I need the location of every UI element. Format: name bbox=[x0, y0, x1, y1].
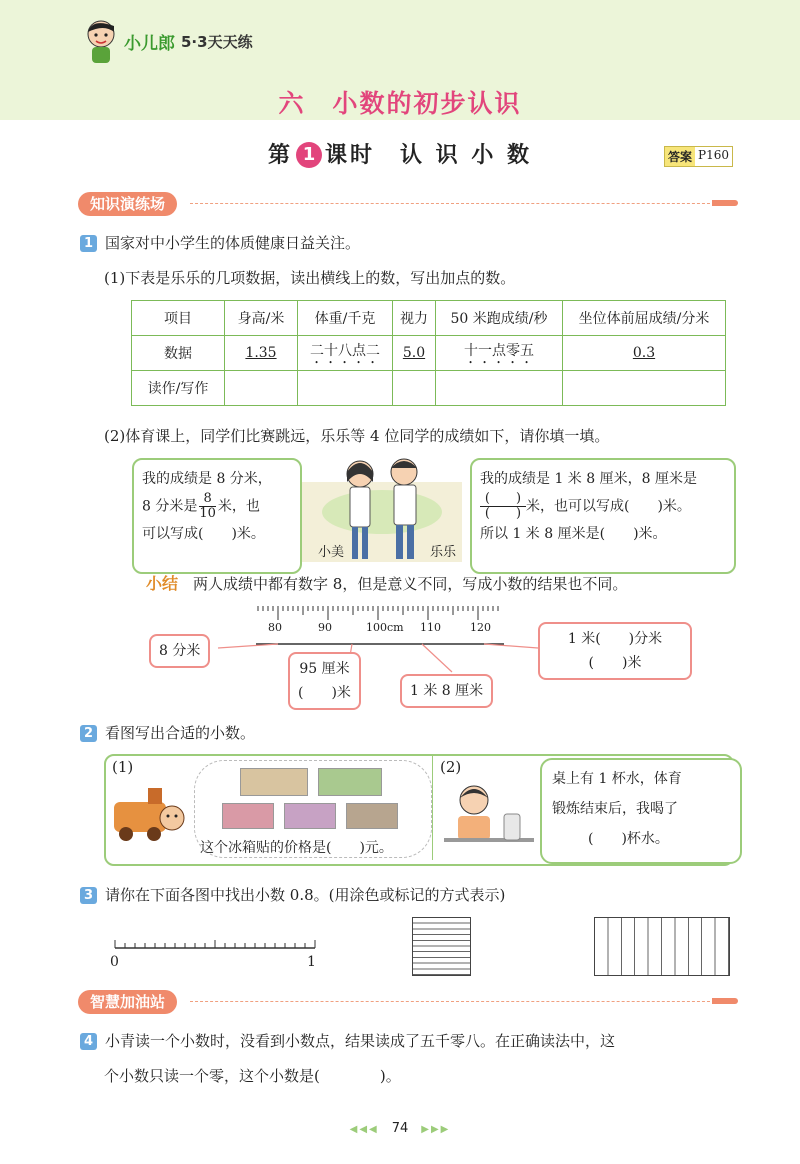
table-cell: 坐位体前屈成绩/分米 bbox=[563, 301, 726, 336]
q3-stem bbox=[80, 884, 505, 905]
q2-part1-label: (1) bbox=[112, 758, 134, 776]
answer-page: P160 bbox=[695, 147, 732, 166]
answer-tag[interactable] bbox=[664, 146, 733, 167]
q2-speech-bubble bbox=[540, 758, 742, 864]
answer-cell[interactable] bbox=[298, 371, 393, 406]
summary-text: 两人成绩中都有数字 8，但是意义不同，写成小数的结果也不同。 bbox=[193, 575, 628, 593]
train-icon bbox=[108, 784, 188, 844]
answer-box-1m-dm[interactable] bbox=[538, 622, 692, 680]
right-arrows-icon: ▶▶▶ bbox=[421, 1124, 451, 1135]
lesson-suffix: 课时 认 识 小 数 bbox=[325, 143, 532, 168]
table-cell: 体重/千克 bbox=[298, 301, 393, 336]
bubble-line: 可以写成( )米。 bbox=[142, 526, 265, 542]
dotted-words: 二十八点二 bbox=[310, 342, 380, 359]
pencil-icon bbox=[712, 998, 738, 1004]
pencil-icon bbox=[712, 200, 738, 206]
answer-box-95cm[interactable] bbox=[288, 652, 361, 710]
fraction-numerator: 8 bbox=[199, 492, 216, 507]
answer-label: 答案 bbox=[665, 147, 695, 166]
boy-at-table-icon bbox=[444, 780, 534, 858]
panel-divider bbox=[432, 756, 433, 860]
q2-part1-caption: 这个冰箱贴的价格是( )元。 bbox=[200, 840, 393, 856]
answer-box-1m8cm: 1 米 8 厘米 bbox=[400, 674, 493, 708]
q4-line2: 个小数只读一个零，这个小数是( )。 bbox=[104, 1067, 401, 1085]
summary-label: 小结 bbox=[146, 574, 179, 593]
dotted-words: 十一点零五 bbox=[464, 342, 534, 359]
table-cell bbox=[436, 336, 563, 371]
bubble-text: 米，也可以写成( )米。 bbox=[526, 498, 691, 515]
table-cell: 视力 bbox=[393, 301, 436, 336]
blank-fraction[interactable] bbox=[480, 492, 526, 521]
bubble-line: 我的成绩是 8 分米， bbox=[142, 471, 272, 487]
banknote-icon bbox=[240, 768, 308, 796]
brand-logo bbox=[84, 18, 253, 64]
fraction-denominator: 10 bbox=[199, 506, 216, 521]
banknote-icon bbox=[346, 803, 398, 829]
name-label-left: 小美 bbox=[318, 545, 345, 560]
q2-number: 2 bbox=[80, 725, 97, 742]
box-line: ( )米 bbox=[298, 685, 351, 701]
fraction bbox=[199, 492, 216, 521]
bubble-line: 所以 1 米 8 厘米是( )米。 bbox=[480, 526, 667, 542]
q4-text: 小青读一个小数时，没看到小数点，结果读成了五千零八。在正确读法中，这 bbox=[105, 1032, 616, 1050]
underlined-number: 5.0 bbox=[402, 345, 426, 361]
underlined-number: 1.35 bbox=[245, 345, 277, 361]
bubble-text: 米，也 bbox=[217, 498, 260, 515]
bubble-line: 我的成绩是 1 米 8 厘米，8 厘米是 bbox=[480, 471, 697, 487]
data-table bbox=[131, 300, 726, 406]
connector-arrows bbox=[200, 640, 550, 690]
table-cell bbox=[225, 336, 298, 371]
left-arrows-icon: ◀◀◀ bbox=[349, 1124, 379, 1135]
page-number bbox=[0, 1117, 800, 1136]
ruler-label: 120 bbox=[470, 621, 491, 634]
q1-stem bbox=[80, 232, 360, 253]
hundredths-grid-cols[interactable] bbox=[594, 917, 730, 976]
section-banner-wisdom: 智慧加油站 bbox=[78, 990, 177, 1014]
mascot-icon bbox=[84, 18, 118, 64]
brand-name: 小儿郎 bbox=[124, 33, 175, 54]
number-line-start: 0 bbox=[110, 954, 119, 970]
answer-box-8dm: 8 分米 bbox=[149, 634, 210, 668]
name-label-right: 乐乐 bbox=[430, 545, 457, 560]
q2-stem bbox=[80, 722, 255, 743]
underlined-number: 0.3 bbox=[632, 345, 656, 361]
blank-fraction-top: ( ) bbox=[480, 492, 526, 507]
ruler-label: 90 bbox=[318, 621, 332, 634]
table-cell: 50 米跑成绩/秒 bbox=[436, 301, 563, 336]
banknote-icon bbox=[318, 768, 382, 796]
answer-cell[interactable] bbox=[436, 371, 563, 406]
q2-text: 看图写出合适的小数。 bbox=[105, 724, 256, 742]
speech-line: 桌上有 1 杯水，体育 bbox=[552, 771, 682, 787]
column-stripes bbox=[595, 918, 729, 975]
answer-cell[interactable] bbox=[225, 371, 298, 406]
table-row bbox=[132, 336, 726, 371]
lesson-prefix: 第 bbox=[268, 143, 294, 168]
answer-cell[interactable] bbox=[563, 371, 726, 406]
q1-text: 国家对中小学生的体质健康日益关注。 bbox=[105, 234, 361, 252]
table-row bbox=[132, 301, 726, 336]
q4-number: 4 bbox=[80, 1033, 97, 1050]
box-line: ( )米 bbox=[588, 655, 642, 671]
q3-number: 3 bbox=[80, 887, 97, 904]
blank-fraction-bottom: ( ) bbox=[484, 506, 522, 521]
brand-subtitle: 5·3天天练 bbox=[181, 32, 253, 51]
chapter-title: 六 小数的初步认识 bbox=[278, 89, 522, 118]
q2-part2-label: (2) bbox=[440, 758, 462, 776]
hundredths-grid-rows[interactable] bbox=[412, 917, 471, 976]
q1-sub2: (2)体育课上，同学们比赛跳远，乐乐等 4 位同学的成绩如下，请你填一填。 bbox=[104, 427, 610, 445]
ruler-label: 80 bbox=[268, 621, 282, 634]
table-cell: 身高/米 bbox=[225, 301, 298, 336]
table-cell: 读作/写作 bbox=[132, 371, 225, 406]
q4-line1 bbox=[80, 1030, 615, 1051]
row-stripes bbox=[413, 918, 470, 975]
right-speech-bubble bbox=[470, 458, 736, 574]
q1-number: 1 bbox=[80, 235, 97, 252]
section-divider bbox=[190, 203, 715, 204]
table-cell: 项目 bbox=[132, 301, 225, 336]
bubble-line bbox=[142, 492, 292, 521]
q1-sub1: (1)下表是乐乐的几项数据，读出横线上的数，写出加点的数。 bbox=[104, 269, 516, 287]
table-cell: 数据 bbox=[132, 336, 225, 371]
number-line[interactable] bbox=[110, 936, 322, 954]
ruler-label: 100cm bbox=[366, 621, 404, 634]
bubble-line bbox=[480, 492, 726, 521]
number-line-end: 1 bbox=[307, 954, 316, 970]
banknote-icon bbox=[222, 803, 274, 829]
box-line: 1 米( )分米 bbox=[567, 631, 663, 647]
ruler-label: 110 bbox=[420, 621, 441, 634]
section-banner-practice: 知识演练场 bbox=[78, 192, 177, 216]
summary bbox=[146, 571, 627, 594]
section-divider bbox=[190, 1001, 715, 1002]
answer-cell[interactable] bbox=[393, 371, 436, 406]
table-cell bbox=[298, 336, 393, 371]
lesson-number: 1 bbox=[296, 142, 322, 168]
table-cell bbox=[393, 336, 436, 371]
left-speech-bubble bbox=[132, 458, 302, 574]
speech-line: ( )杯水。 bbox=[588, 831, 669, 847]
box-line: 95 厘米 bbox=[299, 661, 350, 677]
bubble-text: 8 分米是 bbox=[142, 498, 198, 515]
q3-text: 请你在下面各图中找出小数 0.8。(用涂色或标记的方式表示) bbox=[105, 886, 506, 904]
table-cell bbox=[563, 336, 726, 371]
page-number-text: 74 bbox=[391, 1121, 409, 1136]
banknote-icon bbox=[284, 803, 336, 829]
table-row bbox=[132, 371, 726, 406]
speech-line: 锻炼结束后，我喝了 bbox=[552, 801, 678, 817]
number-line-tick-group bbox=[115, 940, 315, 948]
